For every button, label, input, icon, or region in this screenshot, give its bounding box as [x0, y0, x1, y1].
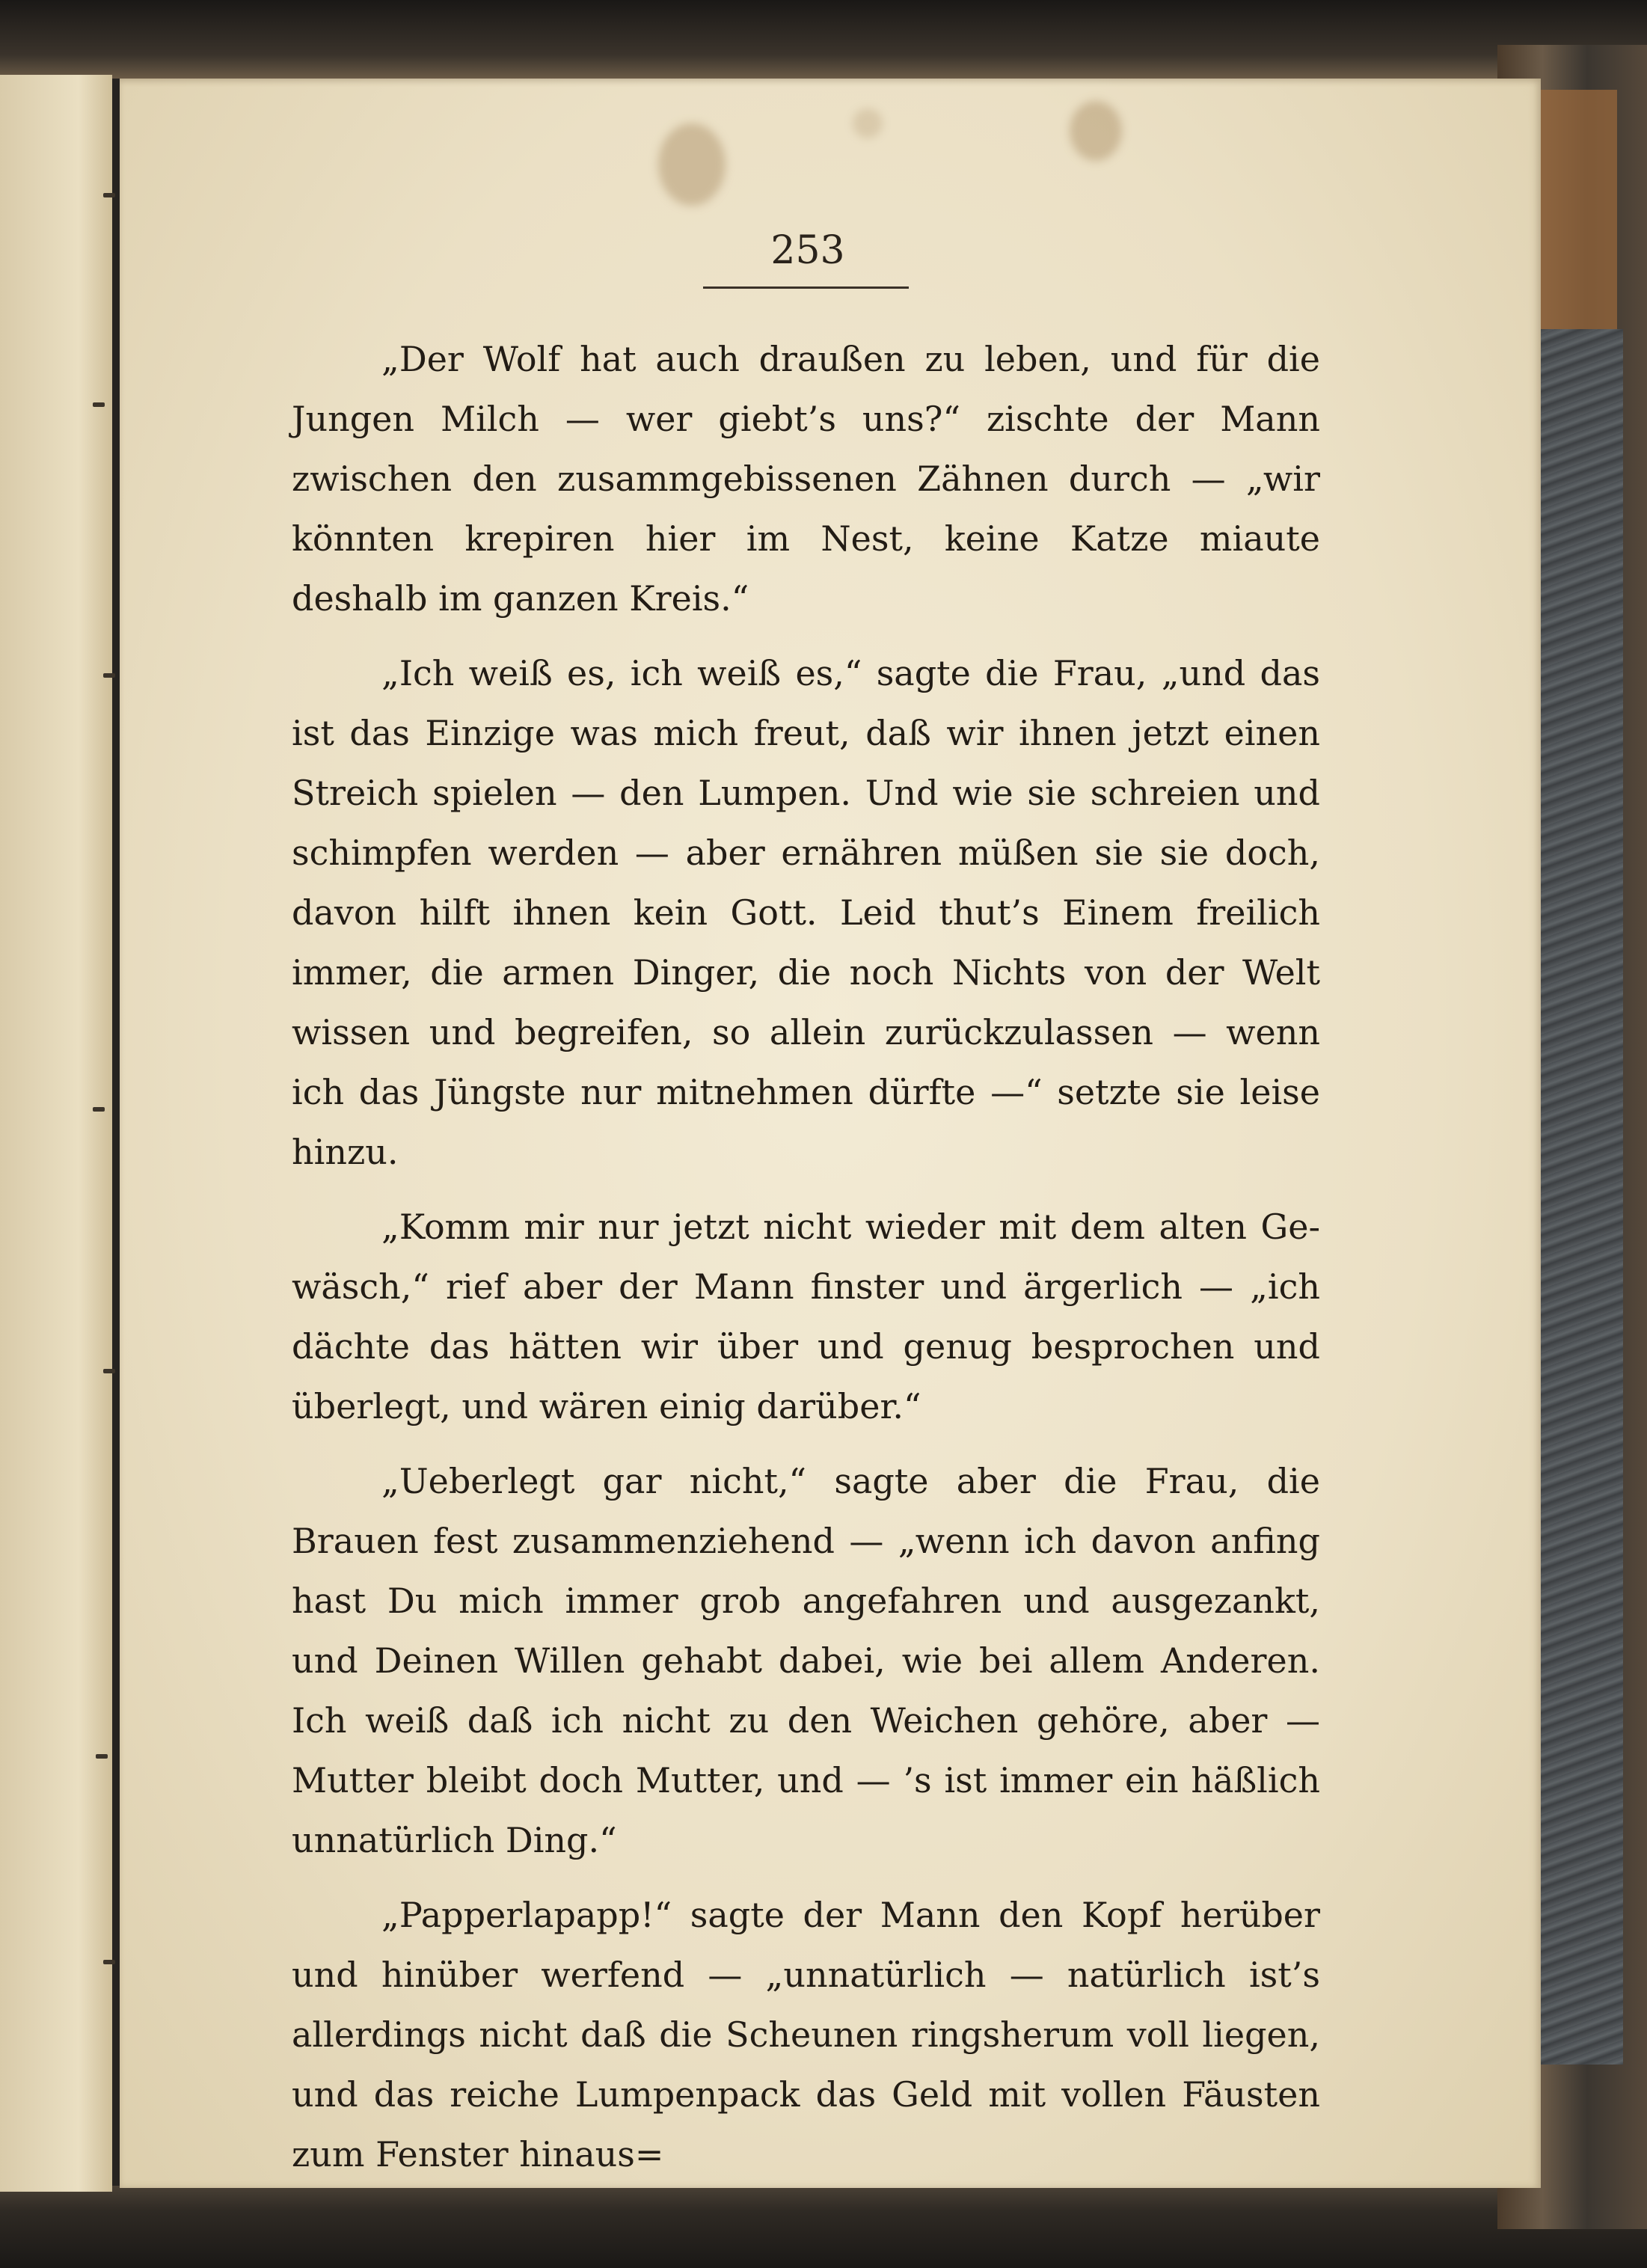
scan-top-edge: [0, 0, 1647, 79]
paragraph: „Der Wolf hat auch draußen zu leben, und für die Jungen Milch — wer giebt’s uns?“ zischte der Mann zwischen den zusammgebissenen Zähnen durch — „wir könnten krepiren hier im Nest, keine Katze miaute deshalb im ganzen Kreis.“: [292, 339, 1320, 619]
binding-stitch: [93, 402, 105, 407]
page-stain: [1070, 101, 1122, 161]
book-page: [120, 79, 1541, 2188]
left-page-edge: [0, 75, 112, 2192]
cover-leather-corner: [1527, 90, 1617, 329]
paragraph: „Komm mir nur jetzt nicht wieder mit dem alten Gewäsch,“ rief aber der Mann finster und ärgerlich — „ich dächte das hätten wir über und genug besprochen und überlegt, und wären einig darüber.“: [292, 1207, 1320, 1426]
body-text: [292, 329, 1320, 2199]
page-number: 253: [770, 228, 845, 273]
binding-stitch: [103, 1369, 115, 1373]
binding-stitch: [93, 1107, 105, 1112]
header-rule: [703, 286, 909, 289]
page-stain: [658, 123, 726, 206]
binding-stitch: [96, 1754, 108, 1759]
binding-stitch: [103, 673, 115, 678]
paragraph: „Ueberlegt gar nicht,“ sagte aber die Frau, die Brauen fest zusammenziehend — „wenn ich davon anfing hast Du mich immer grob angefahren und ausgezankt, und Deinen Willen gehabt dabei, wie bei allem Anderen. Ich weiß daß ich nicht zu den Weichen gehöre, aber — Mutter bleibt doch Mutter, und — ’s ist immer ein häßlich unnatürlich Ding.“: [292, 1461, 1320, 1860]
paragraph: „Ich weiß es, ich weiß es,“ sagte die Frau, „und das ist das Einzige was mich freut, daß wir ihnen jetzt einen Streich spielen — den Lumpen. Und wie sie schreien und schimpfen werden — aber ernähren müßen sie sie doch, davon hilft ihnen kein Gott. Leid thut’s Einem freilich immer, die armen Dinger, die noch Nichts von der Welt wissen und begreifen, so allein zurückzulassen — wenn ich das Jüngste nur mitnehmen dürfte —“ setzte sie leise hinzu.: [292, 653, 1320, 1172]
page-stain: [853, 108, 883, 138]
paragraph: „Papperlapapp!“ sagte der Mann den Kopf herüber und hinüber werfend — „unnatürlich — natürlich ist’s allerdings nicht daß die Scheunen ringsherum voll liegen, und das reiche Lumpenpack das Geld mit vollen Fäusten zum Fenster hinaus=: [292, 1895, 1320, 2174]
binding-stitch: [103, 1960, 115, 1964]
binding-stitch: [103, 193, 115, 197]
